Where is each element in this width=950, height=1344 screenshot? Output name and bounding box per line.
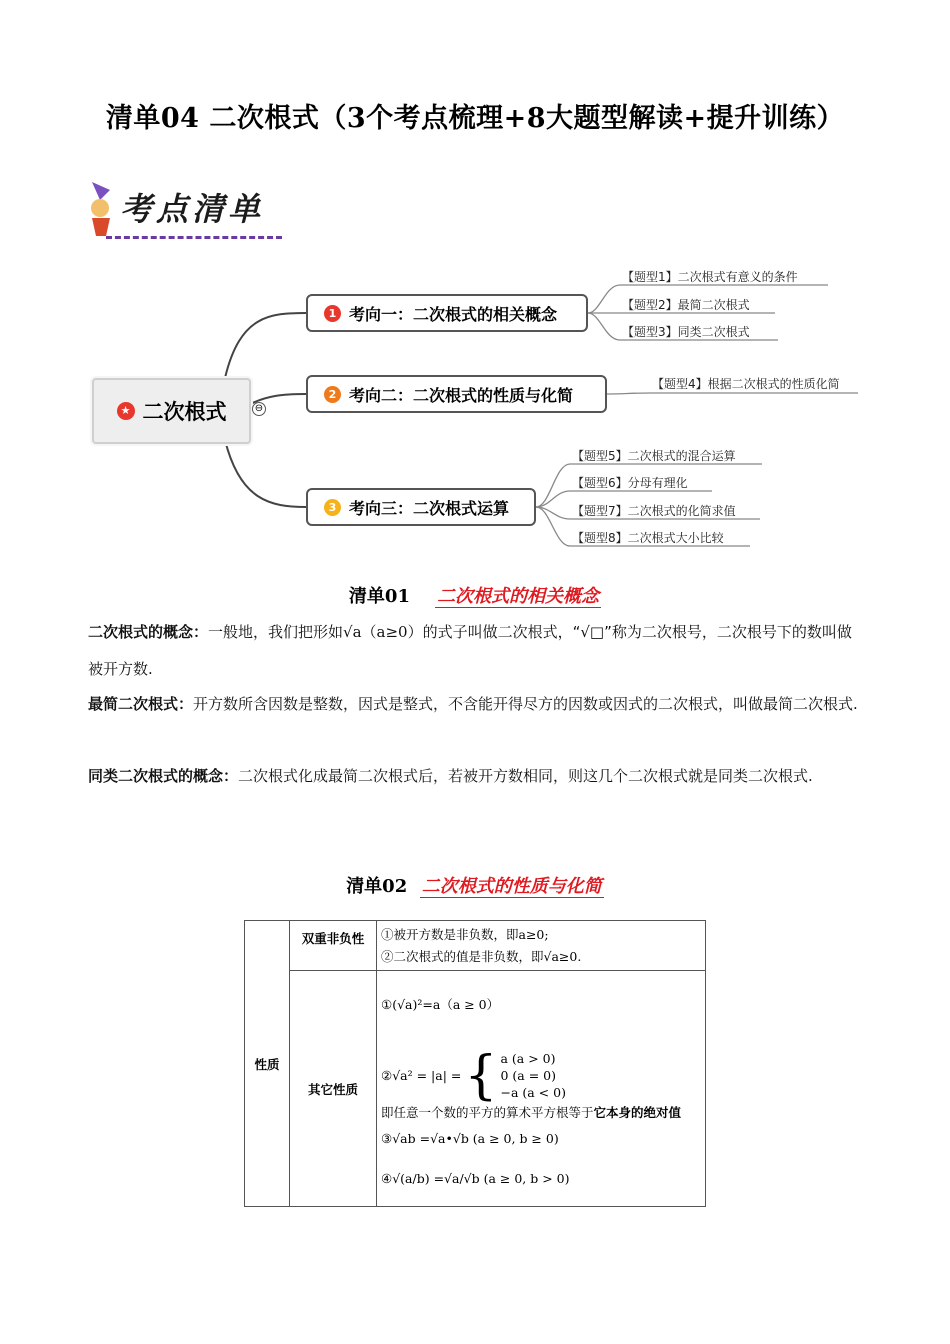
row-nonnegative-label: 双重非负性 xyxy=(290,921,377,971)
paragraph-similar xyxy=(88,758,864,795)
concept-text-a: 一般地，我们把形如 xyxy=(208,623,344,641)
number-1-icon: 1 xyxy=(324,305,341,322)
leaf-item[interactable]: 【题型7】二次根式的化简求值 xyxy=(572,504,736,518)
star-icon: ★ xyxy=(117,402,135,420)
logo-text: 考点清单 xyxy=(120,190,265,228)
leaf-item[interactable]: 【题型4】根据二次根式的性质化简 xyxy=(652,377,840,391)
paragraph-simplest xyxy=(88,686,864,723)
nonneg-line-1: ①被开方数是非负数，即a≥0; xyxy=(381,926,549,942)
section-2-heading xyxy=(0,872,950,898)
section-2-title: 二次根式的性质与化简 xyxy=(421,876,602,897)
leaf-item[interactable]: 【题型1】二次根式有意义的条件 xyxy=(622,270,798,284)
brace-icon: { xyxy=(464,1045,498,1106)
logo-underline xyxy=(106,230,282,239)
leaf-item[interactable]: 【题型8】二次根式大小比较 xyxy=(572,531,724,545)
root-label: 二次根式 xyxy=(142,400,227,424)
note-text: 即任意一个数的平方的算术平方根等于 xyxy=(381,1104,594,1120)
paragraph-concept xyxy=(88,614,864,688)
similar-label: 同类二次根式的概念： xyxy=(88,767,239,785)
case-negative: −a (a < 0) xyxy=(500,1085,566,1100)
nonneg-line-2: ②二次根式的值是非负数，即√a≥0. xyxy=(381,948,582,964)
number-2-icon: 2 xyxy=(324,386,341,403)
wizard-icon xyxy=(86,178,118,236)
piecewise-brace xyxy=(461,1045,566,1106)
property-2 xyxy=(381,1045,701,1106)
row-nonnegative-content xyxy=(377,921,706,971)
section-logo xyxy=(86,178,286,240)
branch-2-label: 考向二：二次根式的性质与化简 xyxy=(349,385,574,405)
branch-1-label: 考向一：二次根式的相关概念 xyxy=(349,304,558,324)
leaf-item[interactable]: 【题型5】二次根式的混合运算 xyxy=(572,449,736,463)
mindmap-root[interactable] xyxy=(92,378,251,444)
row-other-content xyxy=(377,971,706,1207)
branch-3[interactable] xyxy=(306,488,536,526)
section-1-title: 二次根式的相关概念 xyxy=(437,586,600,607)
leaf-item[interactable]: 【题型2】最简二次根式 xyxy=(622,298,750,312)
collapse-icon[interactable]: ⊖ xyxy=(252,402,266,416)
properties-table xyxy=(244,920,706,1207)
concept-expression: √a（a≥0） xyxy=(343,623,423,641)
branch-3-label: 考向三：二次根式运算 xyxy=(349,498,510,518)
property-4: ④√(a/b) =√a/√b (a ≥ 0, b > 0) xyxy=(381,1170,570,1186)
page-title: 清单04 二次根式（3个考点梳理+8大题型解读+提升训练） xyxy=(105,103,845,134)
leaf-item[interactable]: 【题型3】同类二次根式 xyxy=(622,325,750,339)
property-col-label: 性质 xyxy=(245,921,290,1207)
simplest-label: 最简二次根式： xyxy=(88,695,194,713)
number-3-icon: 3 xyxy=(324,499,341,516)
property-2-left: ②√a² = |a| = xyxy=(381,1067,462,1083)
branch-1[interactable] xyxy=(306,294,588,332)
section-1-heading xyxy=(0,582,950,608)
simplest-text: 开方数所含因数是整数，因式是整式，不含能开得尽方的因数或因式的二次根式，叫做最简二次根式. xyxy=(193,695,858,713)
property-2-note xyxy=(381,1102,701,1124)
piecewise-cases xyxy=(500,1050,565,1101)
section-2-prefix: 清单02 xyxy=(346,876,408,897)
property-3: ③√ab =√a•√b (a ≥ 0, b ≥ 0) xyxy=(381,1130,559,1146)
row-other-label: 其它性质 xyxy=(290,971,377,1207)
leaf-item[interactable]: 【题型6】分母有理化 xyxy=(572,476,688,490)
concept-text-b: 的式子叫做二次根式，“√□”称为二次根号，二次根号下的数叫做被开方数. xyxy=(88,623,852,678)
section-1-prefix: 清单01 xyxy=(348,586,410,607)
similar-text: 二次根式化成最简二次根式后，若被开方数相同，则这几个二次根式就是同类二次根式. xyxy=(238,767,813,785)
mindmap xyxy=(0,255,950,555)
case-positive: a (a > 0) xyxy=(500,1051,556,1066)
case-zero: 0 (a = 0) xyxy=(500,1068,556,1083)
concept-label: 二次根式的概念： xyxy=(88,623,209,641)
note-emphasis: 它本身的绝对值 xyxy=(593,1104,682,1120)
branch-2[interactable] xyxy=(306,375,607,413)
property-1: ①(√a)²=a（a ≥ 0） xyxy=(381,996,500,1012)
